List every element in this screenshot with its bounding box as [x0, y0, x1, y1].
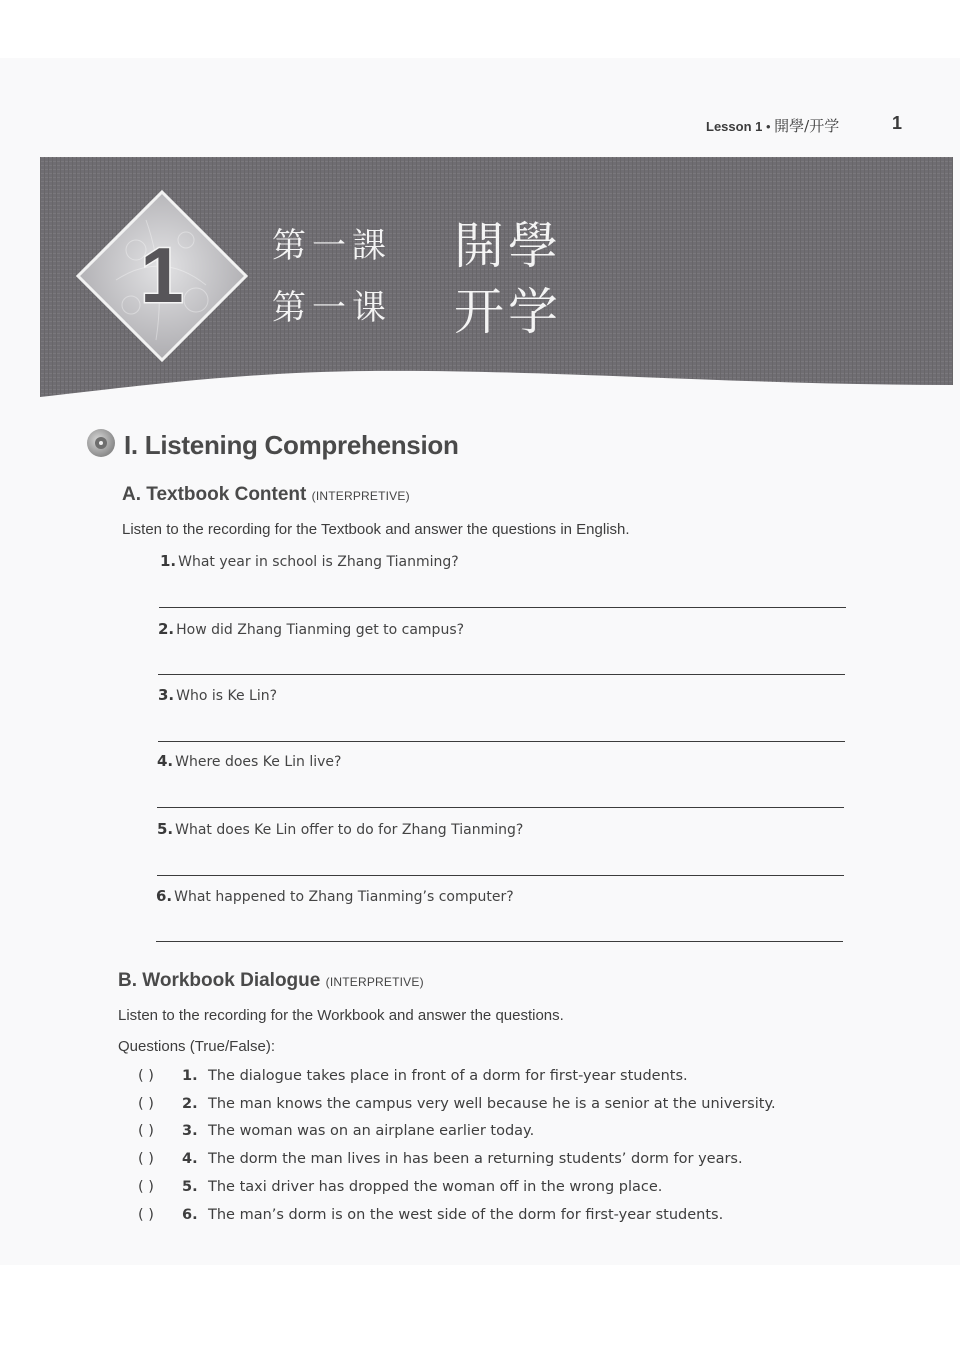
lesson-label-simplified: 第一课 [272, 288, 392, 328]
question-a3 [158, 686, 277, 704]
tf-number: 2. [182, 1096, 198, 1112]
answer-line-a3[interactable] [158, 741, 845, 742]
answer-line-a1[interactable] [159, 607, 846, 608]
question-text: What does Ke Lin offer to do for Zhang Tianming? [175, 822, 524, 838]
lesson-label-traditional: 第一課 [272, 226, 392, 266]
question-a5 [157, 820, 523, 838]
tf-item-4 [138, 1151, 743, 1167]
question-number: 2. [158, 620, 175, 638]
running-header-chinese: 開學/开学 [774, 117, 840, 135]
question-text: What happened to Zhang Tianming’s computer? [174, 889, 514, 905]
question-a6 [156, 887, 514, 905]
part-b-title: B. Workbook Dialogue [118, 970, 321, 991]
tf-answer-blank[interactable]: ( ) [138, 1068, 154, 1084]
running-header [706, 115, 839, 136]
question-number: 1. [160, 552, 177, 570]
tf-number: 1. [182, 1068, 198, 1084]
part-a-tag: (INTERPRETIVE) [311, 489, 410, 503]
section-heading [86, 428, 459, 463]
part-a-title: A. Textbook Content [122, 484, 307, 505]
part-b-tag: (INTERPRETIVE) [325, 975, 424, 989]
part-a-heading [122, 484, 410, 506]
tf-answer-blank[interactable]: ( ) [138, 1207, 154, 1223]
question-number: 3. [158, 686, 175, 704]
answer-line-a5[interactable] [157, 875, 844, 876]
answer-line-a4[interactable] [157, 807, 844, 808]
tf-answer-blank[interactable]: ( ) [138, 1179, 154, 1195]
tf-number: 3. [182, 1123, 198, 1139]
part-a-instruction: Listen to the recording for the Textbook and answer the questions in English. [122, 521, 630, 538]
lesson-title-traditional: 開學 [454, 217, 562, 275]
running-header-lesson: Lesson 1 [706, 119, 763, 134]
lesson-title-simplified: 开学 [454, 283, 562, 341]
question-text: Where does Ke Lin live? [175, 754, 342, 770]
question-text: Who is Ke Lin? [176, 688, 278, 704]
answer-line-a6[interactable] [156, 941, 843, 942]
question-a2 [158, 620, 464, 638]
question-text: How did Zhang Tianming get to campus? [176, 622, 465, 638]
tf-item-6 [138, 1207, 723, 1223]
question-text: What year in school is Zhang Tianming? [178, 554, 459, 570]
tf-item-3 [138, 1123, 534, 1139]
page-number: 1 [892, 113, 903, 133]
tf-item-5 [138, 1179, 662, 1195]
question-number: 5. [157, 820, 174, 838]
tf-answer-blank[interactable]: ( ) [138, 1151, 154, 1167]
audio-cd-icon [86, 428, 116, 463]
tf-text: The dialogue takes place in front of a dorm for first-year students. [208, 1068, 688, 1084]
section-title: I. Listening Comprehension [124, 430, 459, 460]
tf-number: 4. [182, 1151, 198, 1167]
question-a1 [160, 552, 459, 570]
question-number: 6. [156, 887, 173, 905]
answer-line-a2[interactable] [158, 674, 845, 675]
tf-text: The dorm the man lives in has been a returning students’ dorm for years. [208, 1151, 743, 1167]
tf-answer-blank[interactable]: ( ) [138, 1096, 154, 1112]
question-a4 [157, 752, 341, 770]
questions-label: Questions (True/False): [118, 1038, 275, 1055]
tf-text: The man knows the campus very well because he is a senior at the university. [208, 1096, 776, 1112]
question-number: 4. [157, 752, 174, 770]
lesson-number-badge [76, 190, 248, 362]
tf-answer-blank[interactable]: ( ) [138, 1123, 154, 1139]
tf-text: The taxi driver has dropped the woman off in the wrong place. [208, 1179, 663, 1195]
part-b-heading [118, 970, 424, 992]
lesson-number: 1 [140, 231, 184, 319]
tf-text: The man’s dorm is on the west side of the dorm for first-year students. [208, 1207, 724, 1223]
tf-number: 5. [182, 1179, 198, 1195]
tf-item-2 [138, 1096, 776, 1112]
part-b-instruction: Listen to the recording for the Workbook and answer the questions. [118, 1007, 564, 1024]
tf-item-1 [138, 1068, 688, 1084]
running-header-separator: • [762, 119, 775, 134]
tf-text: The woman was on an airplane earlier today. [208, 1123, 535, 1139]
tf-number: 6. [182, 1207, 198, 1223]
